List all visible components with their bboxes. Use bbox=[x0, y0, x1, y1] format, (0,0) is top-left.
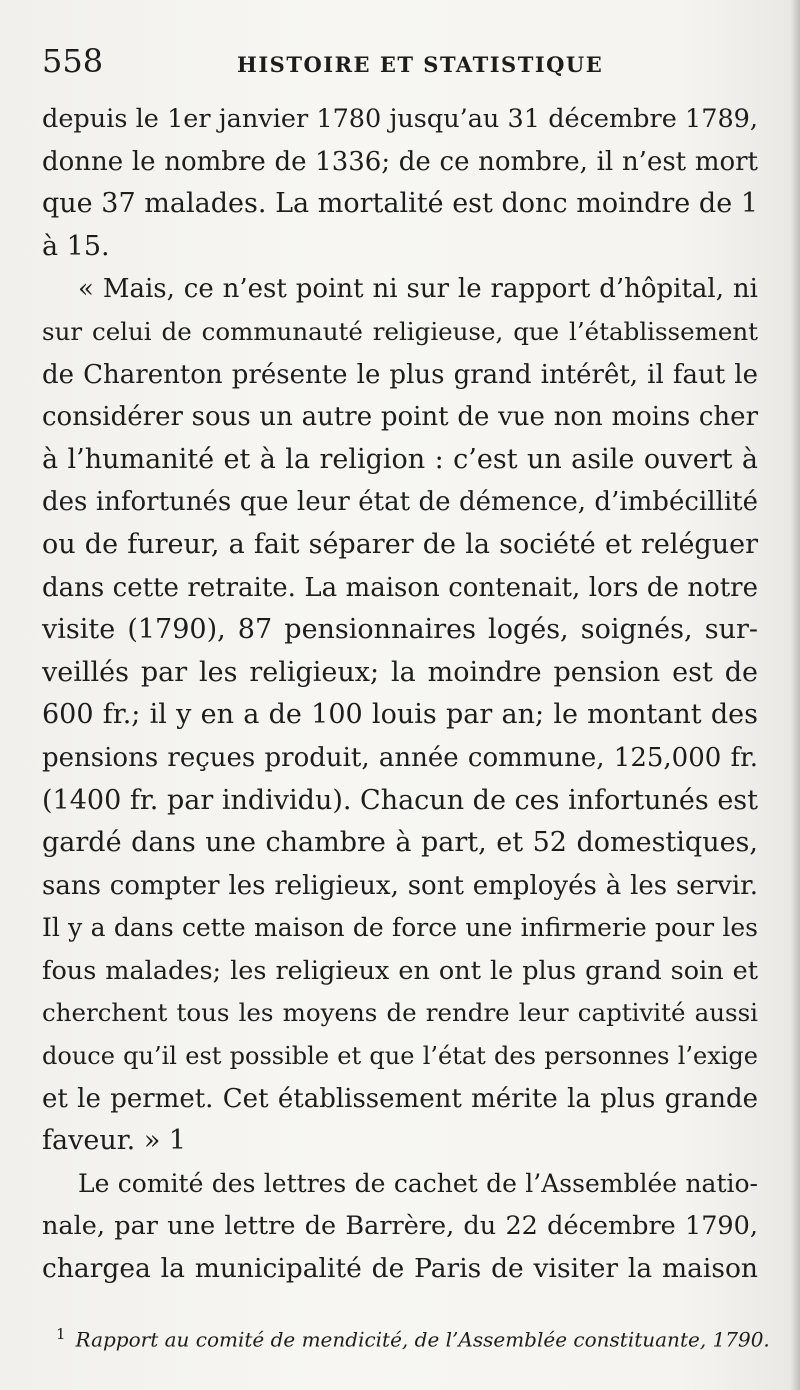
text-line: douce qu’il est possible et que l’état des personnes l’exige bbox=[42, 1042, 758, 1071]
text-line: pensions reçues produit, année commune, 125,000 fr. bbox=[42, 742, 758, 773]
text-line: à l’humanité et à la religion : c’est un asile ouvert à bbox=[42, 443, 758, 475]
text-line: sur celui de communauté religieuse, que l’établissement bbox=[42, 316, 758, 346]
text-line: à 15. bbox=[42, 230, 110, 262]
text-line: dans cette retraite. La maison contenait, lors de notre bbox=[42, 572, 758, 603]
text-line: veillés par les religieux; la moindre pension est de bbox=[42, 656, 758, 688]
text-line: chargea la municipalité de Paris de visiter la maison bbox=[42, 1253, 758, 1285]
text-line: Le comité des lettres de cachet de l’Assemblée natio- bbox=[78, 1168, 758, 1198]
page-edge-shadow bbox=[790, 0, 800, 1390]
text-line: cherchent tous les moyens de rendre leur captivité aussi bbox=[42, 998, 758, 1028]
footnote-mark: 1 bbox=[56, 1325, 66, 1343]
text-line: nale, par une lettre de Barrère, du 22 décembre 1790, bbox=[42, 1211, 758, 1242]
text-line: des infortunés que leur état de démence, d’imbécillité bbox=[42, 487, 758, 518]
text-line: gardé dans une chambre à part, et 52 domestiques, bbox=[42, 827, 758, 859]
text-line: Il y a dans cette maison de force une infirmerie pour les bbox=[42, 913, 758, 943]
text-line: ou de fureur, a fait séparer de la société et reléguer bbox=[42, 528, 758, 560]
footnote bbox=[42, 1318, 770, 1356]
text-line: visite (1790), 87 pensionnaires logés, soignés, sur- bbox=[42, 614, 758, 646]
text-line: depuis le 1er janvier 1780 jusqu’au 31 décembre 1789, bbox=[42, 104, 758, 134]
text-line: sans compter les religieux, sont employés à les servir. bbox=[42, 870, 758, 901]
text-line: de Charenton présente le plus grand intérêt, il faut le bbox=[42, 359, 758, 390]
text-line: (1400 fr. par individu). Chacun de ces infortunés est bbox=[42, 784, 758, 816]
body-text bbox=[42, 98, 758, 1291]
footnote-area bbox=[42, 1318, 770, 1358]
page-header bbox=[42, 42, 758, 82]
text-line: considérer sous un autre point de vue non moins cher bbox=[42, 402, 758, 433]
page-number: 558 bbox=[42, 42, 104, 80]
text-line: faveur. » 1 bbox=[42, 1125, 187, 1157]
text-line: 600 fr.; il y en a de 100 louis par an; le montant des bbox=[42, 699, 758, 731]
text-line: donne le nombre de 1336; de ce nombre, il n’est mort bbox=[42, 146, 758, 177]
text-line: « Mais, ce n’est point ni sur le rapport d’hôpital, ni bbox=[78, 274, 758, 305]
text-line: que 37 malades. La mortalité est donc moindre de 1 bbox=[42, 188, 758, 220]
running-head: HISTOIRE ET STATISTIQUE bbox=[237, 52, 604, 77]
text-line: et le permet. Cet établissement mérite la plus grande bbox=[42, 1083, 758, 1114]
footnote-text: Rapport au comité de mendicité, de l’Assemblée constituante, 1790. bbox=[75, 1327, 770, 1352]
text-line: fous malades; les religieux en ont le plus grand soin et bbox=[42, 955, 758, 986]
